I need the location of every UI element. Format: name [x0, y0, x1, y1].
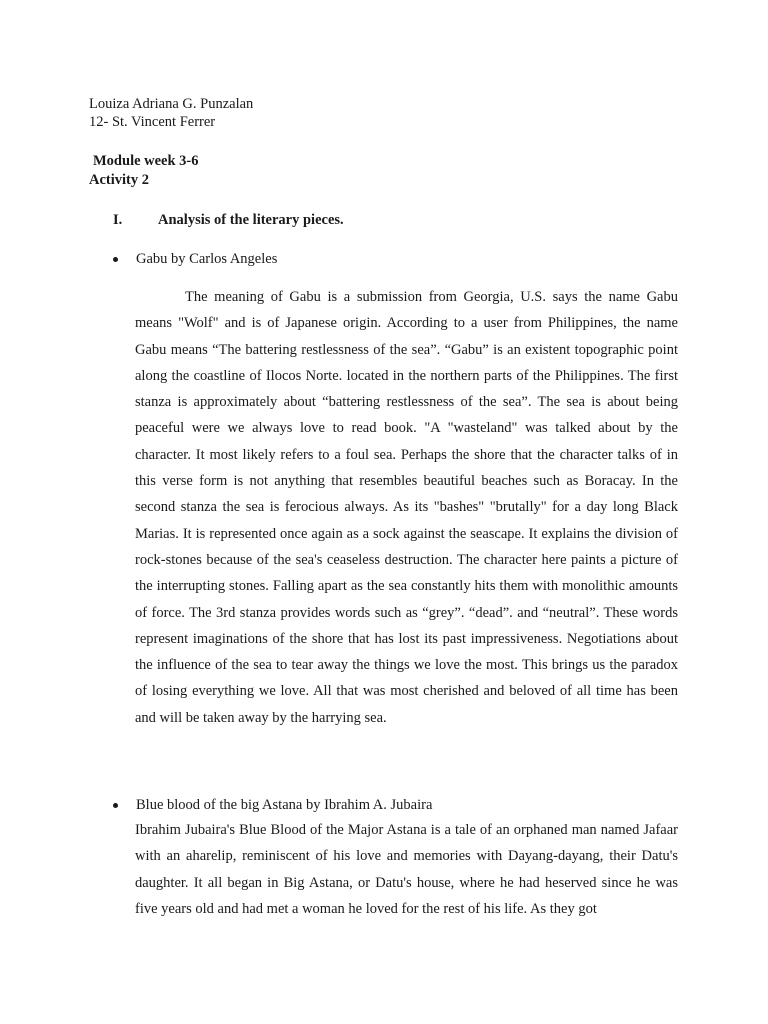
section-numeral: I. [113, 212, 123, 228]
student-name: Louiza Adriana G. Punzalan [89, 96, 254, 112]
item-title-gabu: Gabu by Carlos Angeles [136, 251, 278, 267]
module-title: Module week 3-6 [93, 153, 199, 169]
bullet-icon [113, 257, 118, 262]
bullet-icon [113, 803, 118, 808]
section-title: Analysis of the literary pieces. [158, 212, 344, 228]
item-title-blue-blood: Blue blood of the big Astana by Ibrahim A. Jubaira [136, 797, 433, 813]
student-section: 12- St. Vincent Ferrer [89, 114, 216, 130]
activity-title: Activity 2 [89, 172, 149, 188]
item-body-blue-blood: Ibrahim Jubaira's Blue Blood of the Major Astana is a tale of an orphaned man named Jafaar with an aharelip, reminiscent of his love and memories with Dayang-dayang, their Datu's daughter. It all began in Big Astana, or Datu's house, where he had heserved since he was five years old and had met a woman he loved for the rest of his life. As they got [135, 822, 678, 917]
item-body-gabu: The meaning of Gabu is a submission from Georgia, U.S. says the name Gabu means "Wolf" and is of Japanese origin. According to a user from Philippines, the name Gabu means “The battering restlessness of the sea”. “Gabu” is an existent topographic point along the coastline of Ilocos Norte. located in the northern parts of the Philippines. The first stanza is approximately about “battering restlessness of the sea”. The sea is about being peaceful were we always love to read book. "A "wasteland" was talked about by the character. It most likely refers to a foul sea. Perhaps the shore that the character talks of in this verse form is not anything that resembles beautiful beaches such as Boracay. In the second stanza the sea is ferocious always. As its "bashes" "brutally" for a day long Black Marias. It is represented once again as a sock against the seascape. It explains the division of rock-stones because of the sea's ceaseless destruction. The character here paints a picture of the interrupting stones. Falling apart as the sea constantly hits them with monolithic amounts of force. The 3rd stanza provides words such as “grey”. “dead”. and “neutral”. These words represent imaginations of the shore that has lost its past impressiveness. Negotiations about the influence of the sea to tear away the things we love the most. This brings us the paradox of losing everything we love. All that was most cherished and beloved of all time has been and will be taken away by the harrying sea. [135, 289, 678, 726]
